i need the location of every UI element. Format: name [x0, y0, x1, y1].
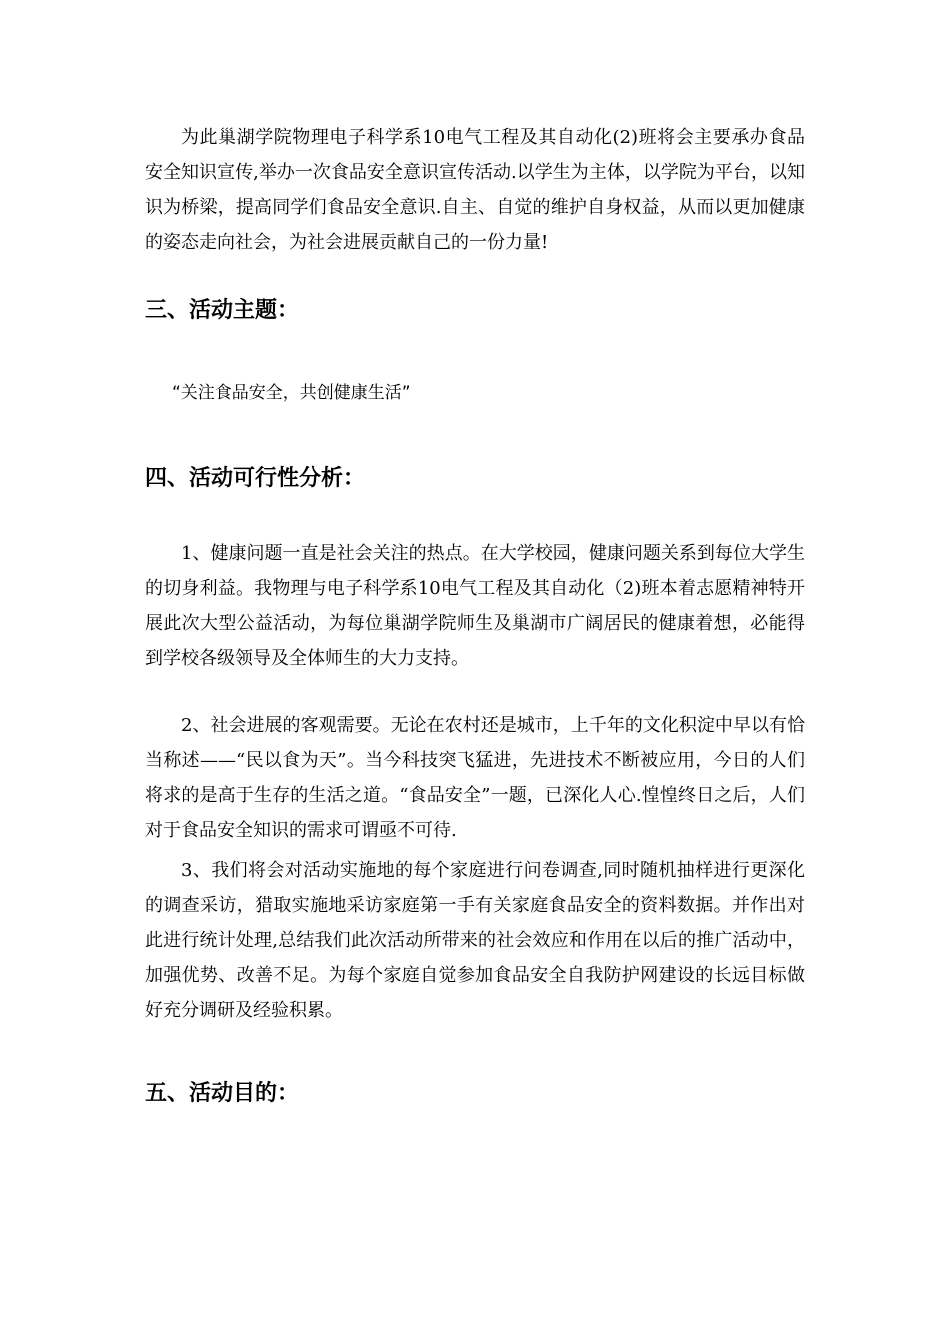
feasibility-item-3: 3、我们将会对活动实施地的每个家庭进行问卷调查,同时随机抽样进行更深化的调查采访，猎取实施地采访家庭第一手有关家庭食品安全的资料数据。并作出对此进行统计处理,总结我们此次活动所带来的社会效应和作用在以后的推广活动中，加强优势、改善不足。为每个家庭自觉参加食品安全自我防护网建设的长远目标做好充分调研及经验积累。	[145, 860, 805, 1021]
section-4-heading: 四、活动可行性分析：	[145, 466, 366, 491]
feasibility-item-2: 2、社会进展的客观需要。无论在农村还是城市，上千年的文化积淀中早以有恰当称述——“民以食为天”。当今科技突飞猛进，先进技术不断被应用，今日的人们将求的是高于生存的生活之道。“食品安全”一题，已深化人心.惶惶终日之后，人们对于食品安全知识的需求可谓亟不可待.	[145, 715, 805, 841]
intro-paragraph: 为此巢湖学院物理电子科学系10电气工程及其自动化(2)班将会主要承办食品安全知识宣传,举办一次食品安全意识宣传活动.以学生为主体，以学院为平台，以知识为桥梁，提高同学们食品安全意识.自主、自觉的维护自身权益，从而以更加健康的姿态走向社会，为社会进展贡献自己的一份力量!	[145, 127, 805, 253]
activity-theme-slogan: “关注食品安全，共创健康生活”	[172, 383, 411, 403]
feasibility-item-1: 1、健康问题一直是社会关注的热点。在大学校园，健康问题关系到每位大学生的切身利益。我物理与电子科学系10电气工程及其自动化（2)班本着志愿精神特开展此次大型公益活动，为每位巢湖学院师生及巢湖市广阔居民的健康着想，必能得到学校各级领导及全体师生的大力支持。	[145, 543, 805, 669]
section-3-heading: 三、活动主题：	[145, 298, 300, 323]
section-5-heading: 五、活动目的：	[145, 1081, 300, 1106]
